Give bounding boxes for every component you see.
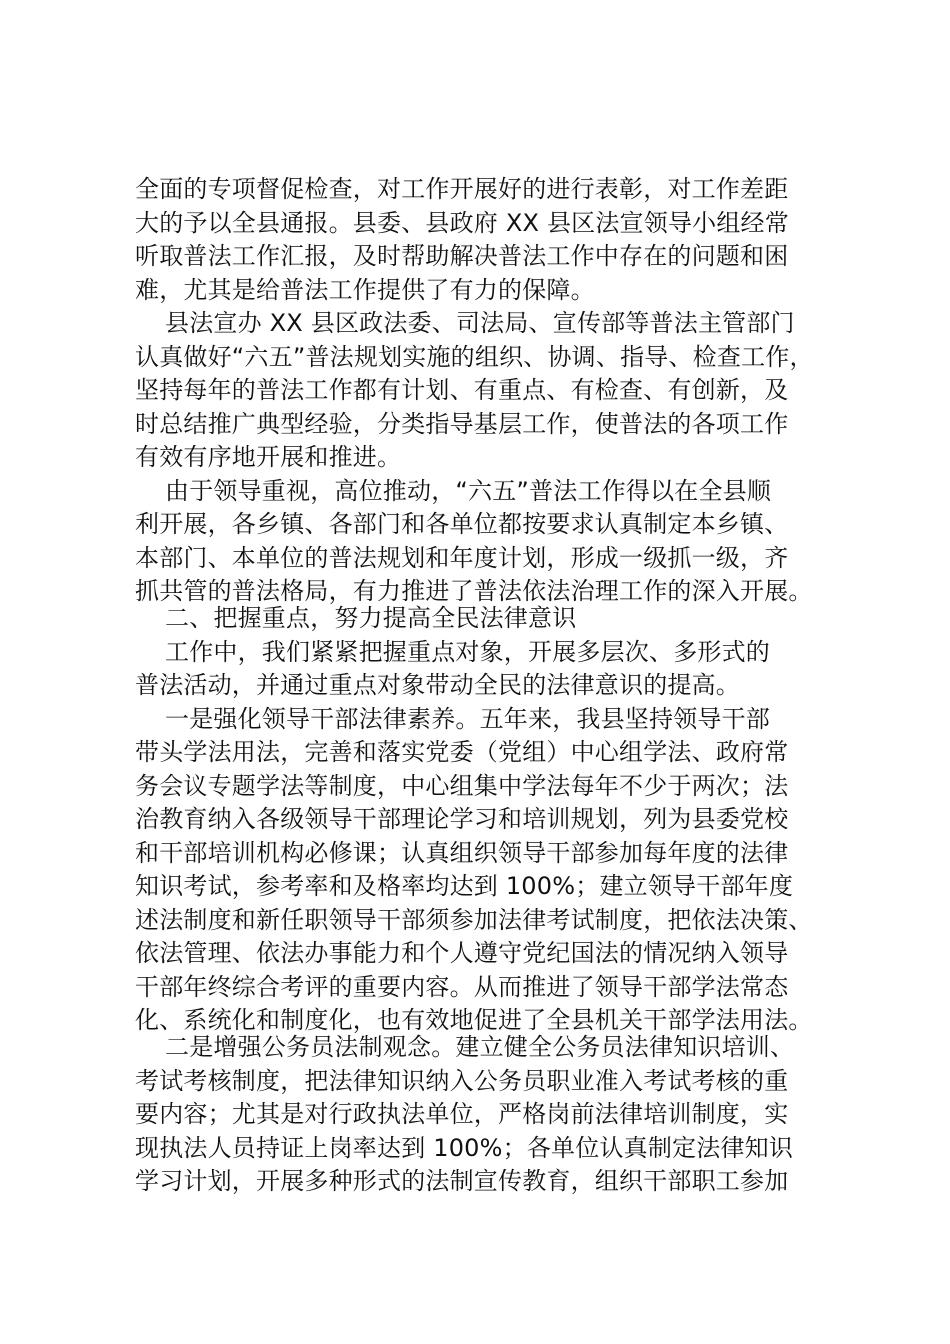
paragraph-block-1 [135,173,855,609]
text-line: 时总结推广典型经验，分类指导基层工作，使普法的各项工作 [135,409,789,438]
text-line: 一是强化领导干部法律素养。五年来，我县坚持领导干部 [165,704,770,733]
text-line: 大的予以全县通报。县委、县政府 XX 县区法宣领导小组经常 [135,208,789,237]
section-heading: 二、把握重点，努力提高全民法律意识 [165,604,577,632]
text-line: 治教育纳入各级领导干部理论学习和培训规划，列为县委党校 [135,805,789,833]
text-line: 考试考核制度，把法律知识纳入公务员职业准入考试考核的重 [135,1066,789,1095]
text-line: 全面的专项督促检查，对工作开展好的进行表彰，对工作差距 [135,175,789,203]
text-line: 普法活动，并通过重点对象带动全民的法律意识的提高。 [135,671,740,699]
text-line: 有效有序地开展和推进。 [135,443,402,471]
text-line: 学习计划，开展多种形式的法制宣传教育，组织干部职工参加 [135,1167,789,1195]
text-line: 难，尤其是给普法工作提供了有力的保障。 [135,275,595,304]
text-line: 抓共管的普法格局，有力推进了普法依法治理工作的深入开展。 [135,577,813,605]
paragraph-block-2 [135,602,855,1038]
text-line: 依法管理、依法办事能力和个人遵守党纪国法的情况纳入领导 [135,939,789,967]
text-line: 工作中，我们紧紧把握重点对象，开展多层次、多形式的 [165,637,770,666]
text-line: 干部年终综合考评的重要内容。从而推进了领导干部学法常态 [135,972,789,1001]
text-line: 现执法人员持证上岗率达到 100%；各单位认真制定法律知识 [135,1133,794,1162]
text-line: 知识考试，参考率和及格率均达到 100%；建立领导干部年度 [135,872,794,900]
text-line: 认真做好“六五”普法规划实施的组织、协调、指导、检查工作， [135,342,814,371]
text-line: 本部门、本单位的普法规划和年度计划，形成一级抓一级，齐 [135,543,789,572]
text-line: 二是增强公务员法制观念。建立健全公务员法律知识培训、 [165,1033,795,1061]
text-line: 听取普法工作汇报，及时帮助解决普法工作中存在的问题和困 [135,242,789,270]
text-line: 县法宣办 XX 县区政法委、司法局、宣传部等普法主管部门 [165,309,795,337]
text-line: 和干部培训机构必修课；认真组织领导干部参加每年度的法律 [135,838,789,867]
text-line: 由于领导重视，高位推动，“六五”普法工作得以在全县顺 [165,476,772,505]
text-line: 述法制度和新任职领导干部须参加法律考试制度，把依法决策、 [135,905,813,934]
text-line: 要内容；尤其是对行政执法单位，严格岗前法律培训制度，实 [135,1100,789,1128]
text-line: 带头学法用法，完善和落实党委（党组）中心组学法、政府常 [135,738,789,766]
text-line: 化、系统化和制度化，也有效地促进了全县机关干部学法用法。 [135,1006,813,1034]
paragraph-block-3 [135,1031,855,1199]
text-line: 坚持每年的普法工作都有计划、有重点、有检查、有创新，及 [135,376,789,404]
text-line: 利开展，各乡镇、各部门和各单位都按要求认真制定本乡镇、 [135,510,789,538]
text-line: 务会议专题学法等制度，中心组集中学法每年不少于两次；法 [135,771,789,800]
